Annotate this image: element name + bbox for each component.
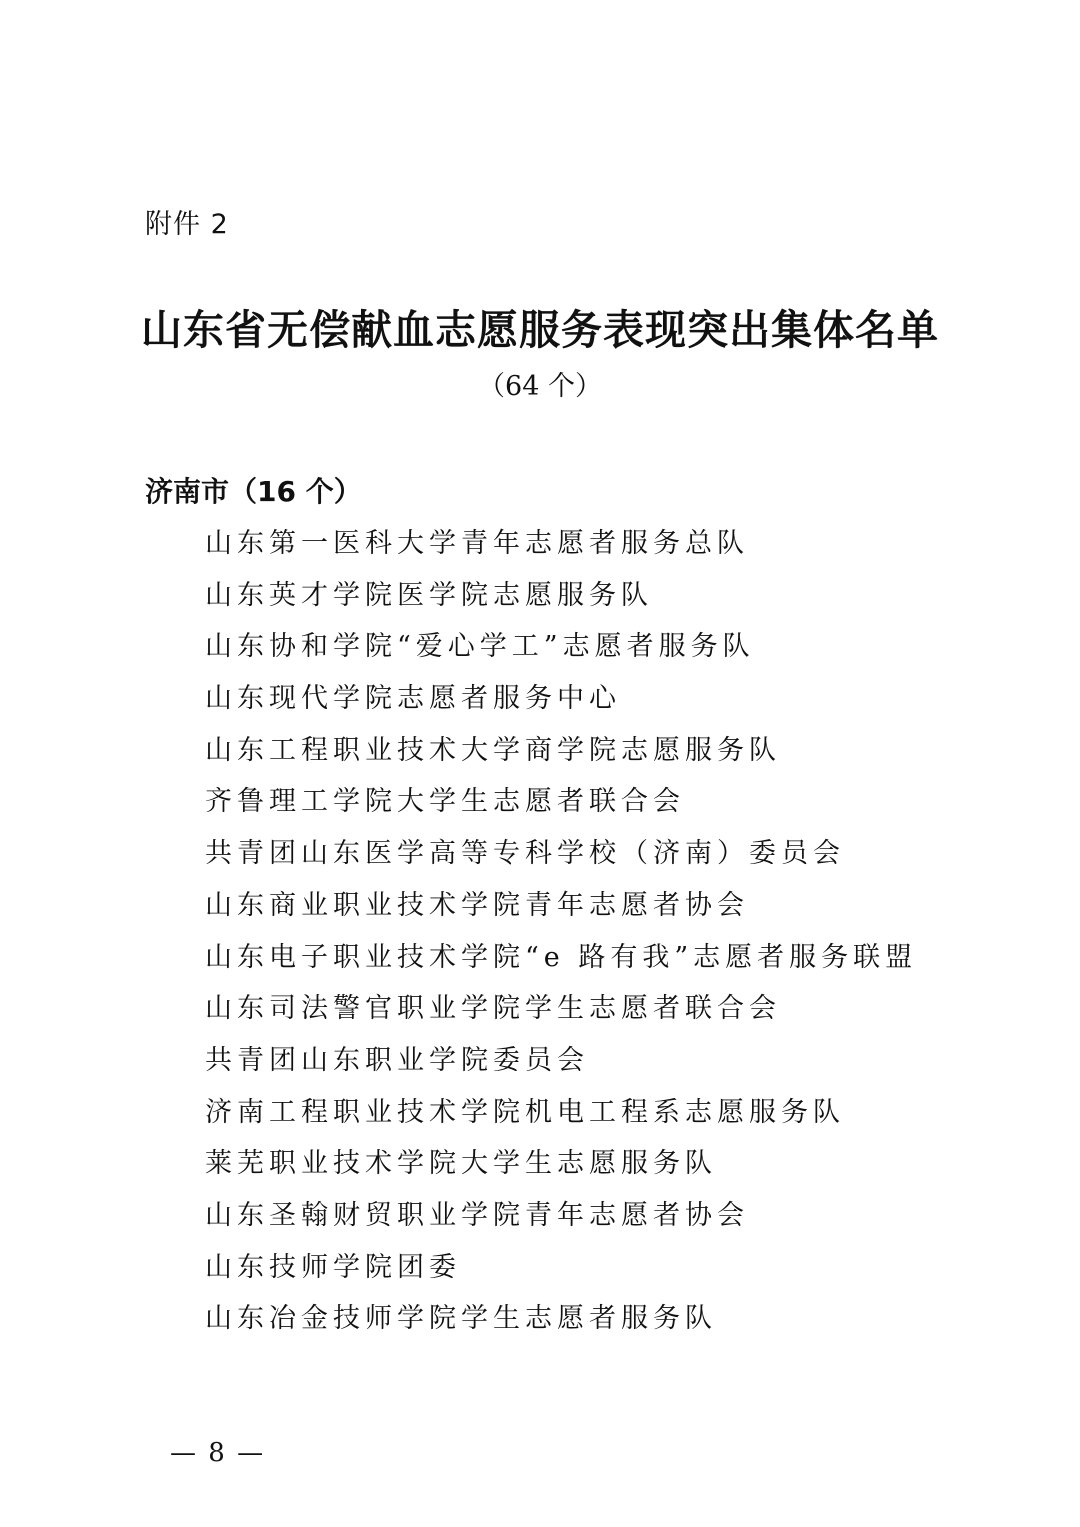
list-item: 山东电子职业技术学院“e 路有我”志愿者服务联盟	[205, 941, 918, 973]
list-item: 山东英才学院医学院志愿服务队	[205, 579, 653, 611]
document-title: 山东省无偿献血志愿服务表现突出集体名单	[141, 306, 939, 354]
attachment-label: 附件 2	[145, 209, 229, 240]
list-item: 共青团山东医学高等专科学校（济南）委员会	[205, 838, 845, 870]
list-item: 共青团山东职业学院委员会	[205, 1044, 589, 1076]
list-item: 济南工程职业技术学院机电工程系志愿服务队	[205, 1096, 845, 1128]
list-item: 山东现代学院志愿者服务中心	[205, 683, 621, 715]
page-number: — 8 —	[170, 1438, 266, 1468]
list-item: 山东协和学院“爱心学工”志愿者服务队	[205, 631, 755, 663]
list-item: 山东冶金技师学院学生志愿者服务队	[205, 1303, 717, 1335]
list-item: 山东圣翰财贸职业学院青年志愿者协会	[205, 1199, 749, 1231]
total-count: （64 个）	[478, 371, 602, 402]
list-item: 山东商业职业技术学院青年志愿者协会	[205, 889, 749, 921]
section-heading-jinan: 济南市（16 个）	[145, 475, 362, 508]
list-item: 齐鲁理工学院大学生志愿者联合会	[205, 786, 685, 818]
list-item: 山东第一医科大学青年志愿者服务总队	[205, 528, 749, 559]
list-item: 山东工程职业技术大学商学院志愿服务队	[205, 734, 781, 766]
list-item: 莱芜职业技术学院大学生志愿服务队	[205, 1148, 717, 1180]
organization-list	[205, 523, 917, 1350]
list-item: 山东技师学院团委	[205, 1251, 461, 1283]
list-item: 山东司法警官职业学院学生志愿者联合会	[205, 993, 781, 1025]
